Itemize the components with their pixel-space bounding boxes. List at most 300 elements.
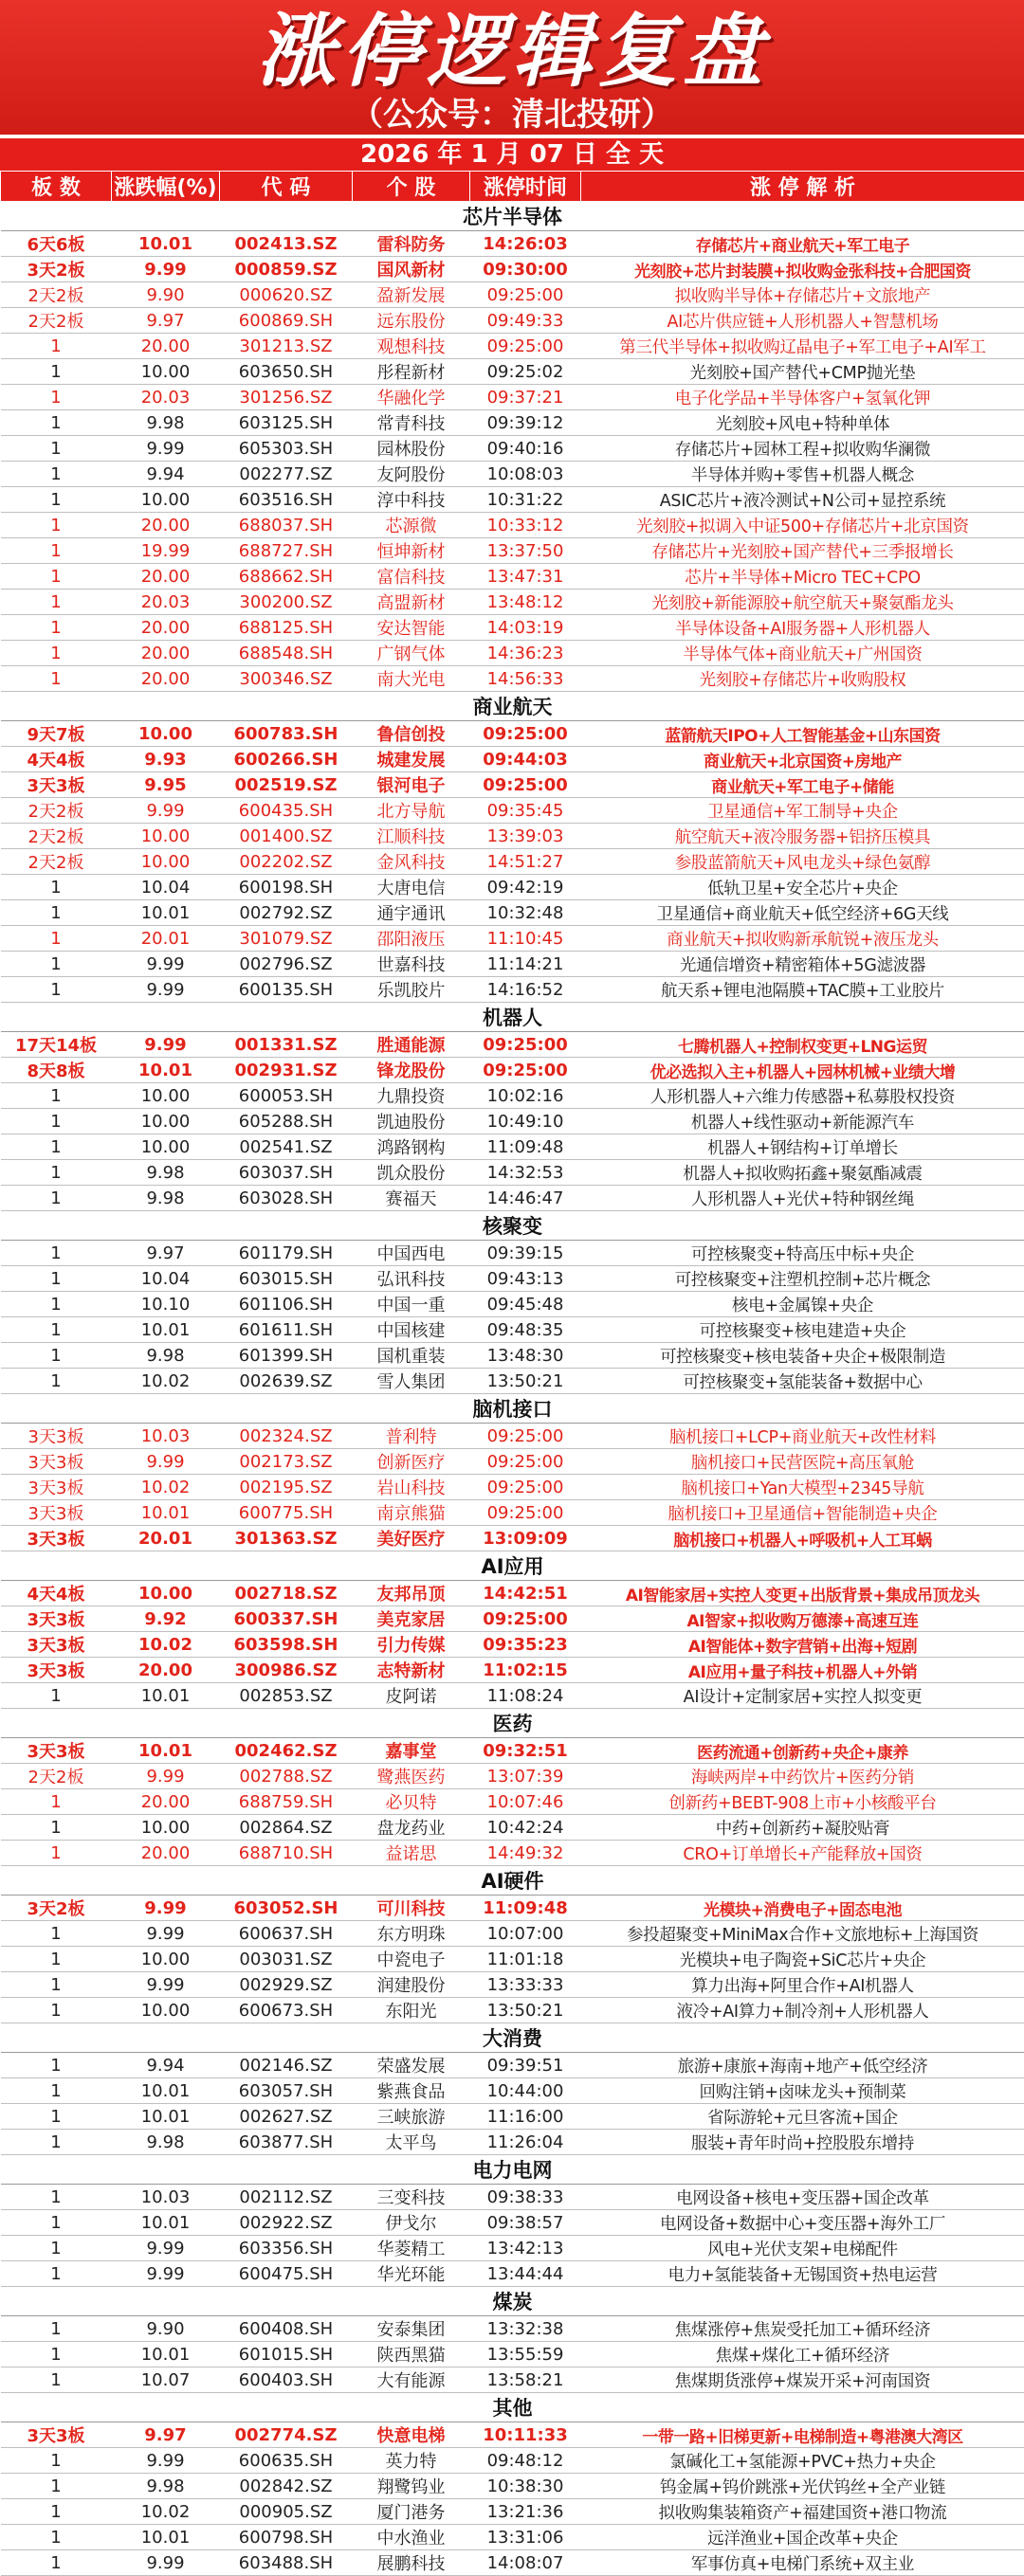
stock-name: 翔鹭钨业 <box>353 2474 470 2499</box>
limit-up-time: 13:07:39 <box>470 1764 581 1789</box>
table-row <box>1 1972 1024 1998</box>
board-count: 1 <box>1 462 112 487</box>
analysis: 旅游+康旅+海南+地产+低空经济 <box>581 2053 1024 2078</box>
stock-code: 002173.SZ <box>220 1449 353 1475</box>
board-count: 3天3板 <box>1 1449 112 1475</box>
stock-code: 002842.SZ <box>220 2474 353 2499</box>
analysis: 风电+光伏支架+电梯配件 <box>581 2236 1024 2261</box>
board-count: 1 <box>1 2104 112 2130</box>
table-row <box>1 2210 1024 2236</box>
board-count: 3天3板 <box>1 1500 112 1526</box>
analysis: 远洋渔业+国企改革+央企 <box>581 2525 1024 2550</box>
stock-code: 600635.SH <box>220 2448 353 2474</box>
stock-code: 603516.SH <box>220 487 353 513</box>
stock-name: 芯源微 <box>353 513 470 538</box>
sector-header <box>1 202 1024 231</box>
analysis: 钨金属+钨价跳涨+光伏钨丝+全产业链 <box>581 2474 1024 2499</box>
sector-header <box>1 692 1024 721</box>
stock-code: 600435.SH <box>220 798 353 824</box>
table-row <box>1 1109 1024 1134</box>
change-pct: 9.99 <box>112 1032 220 1058</box>
stock-code: 002639.SZ <box>220 1369 353 1394</box>
board-count: 1 <box>1 1841 112 1866</box>
stock-name: 北方导航 <box>353 798 470 824</box>
stock-name: 快意电梯 <box>353 2422 470 2448</box>
stock-name: 国风新材 <box>353 257 470 282</box>
limit-up-time: 14:36:23 <box>470 641 581 666</box>
board-count: 1 <box>1 1109 112 1134</box>
board-count: 1 <box>1 900 112 926</box>
analysis: 机器人+拟收购拓鑫+聚氨酯减震 <box>581 1160 1024 1186</box>
stock-name: 赛福天 <box>353 1186 470 1211</box>
board-count: 1 <box>1 926 112 952</box>
stock-code: 601106.SH <box>220 1292 353 1317</box>
stock-code: 001331.SZ <box>220 1032 353 1058</box>
stock-name: 国机重装 <box>353 1343 470 1369</box>
analysis: 液冷+AI算力+制冷剂+人形机器人 <box>581 1998 1024 2023</box>
change-pct: 9.99 <box>112 798 220 824</box>
analysis: 光刻胶+新能源胶+航空航天+聚氨酯龙头 <box>581 590 1024 615</box>
limit-up-time: 14:16:52 <box>470 977 581 1003</box>
board-count: 1 <box>1 2130 112 2155</box>
stock-name: 鲁信创投 <box>353 721 470 747</box>
board-count: 1 <box>1 2342 112 2367</box>
analysis: 卫星通信+军工制导+央企 <box>581 798 1024 824</box>
table-row <box>1 385 1024 410</box>
stock-name: 英力特 <box>353 2448 470 2474</box>
limit-up-time: 09:25:00 <box>470 334 581 359</box>
change-pct: 9.99 <box>112 2261 220 2287</box>
table-row <box>1 824 1024 849</box>
table-row <box>1 1658 1024 1683</box>
col-header-code: 代 码 <box>220 172 353 202</box>
board-count: 1 <box>1 2210 112 2236</box>
table-row <box>1 926 1024 952</box>
table-row <box>1 1683 1024 1709</box>
column-header-row <box>1 172 1024 202</box>
table-row <box>1 1738 1024 1764</box>
stock-name: 观想科技 <box>353 334 470 359</box>
stock-name: 雷科防务 <box>353 231 470 257</box>
stock-code: 002112.SZ <box>220 2185 353 2210</box>
stock-name: 东方明珠 <box>353 1921 470 1947</box>
stock-code: 600869.SH <box>220 308 353 334</box>
table-row <box>1 1896 1024 1921</box>
stock-code: 603037.SH <box>220 1160 353 1186</box>
analysis: 省际游轮+元旦客流+国企 <box>581 2104 1024 2130</box>
limit-up-time: 09:30:00 <box>470 257 581 282</box>
board-count: 2天2板 <box>1 308 112 334</box>
board-count: 2天2板 <box>1 824 112 849</box>
table-row <box>1 1369 1024 1394</box>
stock-code: 002202.SZ <box>220 849 353 875</box>
board-count: 2天2板 <box>1 849 112 875</box>
analysis: AI应用+量子科技+机器人+外销 <box>581 1658 1024 1683</box>
change-pct: 9.92 <box>112 1606 220 1632</box>
board-count: 1 <box>1 385 112 410</box>
analysis: 拟收购半导体+存储芯片+文旅地产 <box>581 282 1024 308</box>
table-row <box>1 462 1024 487</box>
stock-name: 可川科技 <box>353 1896 470 1921</box>
analysis: 创新药+BEBT-908上市+小核酸平台 <box>581 1789 1024 1815</box>
stock-code: 688727.SH <box>220 538 353 564</box>
analysis: 可控核聚变+核电建造+央企 <box>581 1317 1024 1343</box>
change-pct: 9.94 <box>112 462 220 487</box>
analysis: 参股蓝箭航天+风电龙头+绿色氨醇 <box>581 849 1024 875</box>
analysis: 存储芯片+商业航天+军工电子 <box>581 231 1024 257</box>
page-subtitle: （公众号：清北投研） <box>0 99 1024 131</box>
analysis: 低轨卫星+安全芯片+央企 <box>581 875 1024 900</box>
analysis: 人形机器人+光伏+特种钢丝绳 <box>581 1186 1024 1211</box>
limit-up-time: 14:51:27 <box>470 849 581 875</box>
change-pct: 10.01 <box>112 2104 220 2130</box>
table-row <box>1 2550 1024 2576</box>
board-count: 6天6板 <box>1 231 112 257</box>
stock-name: 益诺思 <box>353 1841 470 1866</box>
board-count: 1 <box>1 1789 112 1815</box>
stock-name: 富信科技 <box>353 564 470 590</box>
board-count: 1 <box>1 875 112 900</box>
limit-up-time: 09:25:00 <box>470 1475 581 1500</box>
analysis: AI智能体+数字营销+出海+短剧 <box>581 1632 1024 1658</box>
limit-up-time: 10:32:48 <box>470 900 581 926</box>
table-row <box>1 1449 1024 1475</box>
limit-up-table <box>0 171 1024 2576</box>
stock-name: 鸿路钢构 <box>353 1134 470 1160</box>
sector-name: 商业航天 <box>1 692 1024 721</box>
analysis: 参投超聚变+MiniMax合作+文旅地标+上海国资 <box>581 1921 1024 1947</box>
analysis: 芯片+半导体+Micro TEC+CPO <box>581 564 1024 590</box>
limit-up-time: 13:33:33 <box>470 1972 581 1998</box>
stock-name: 中水渔业 <box>353 2525 470 2550</box>
analysis: 蓝箭航天IPO+人工智能基金+山东国资 <box>581 721 1024 747</box>
board-count: 1 <box>1 1972 112 1998</box>
stock-code: 688710.SH <box>220 1841 353 1866</box>
sector-name: 大消费 <box>1 2023 1024 2053</box>
stock-name: 江顺科技 <box>353 824 470 849</box>
stock-code: 600475.SH <box>220 2261 353 2287</box>
limit-up-time: 11:09:48 <box>470 1896 581 1921</box>
analysis: 商业航天+北京国资+房地产 <box>581 747 1024 772</box>
change-pct: 9.99 <box>112 1449 220 1475</box>
sector-name: AI应用 <box>1 1551 1024 1581</box>
analysis: 军事仿真+电梯门系统+双主业 <box>581 2550 1024 2576</box>
analysis: 一带一路+旧梯更新+电梯制造+粤港澳大湾区 <box>581 2422 1024 2448</box>
stock-name: 荣盛发展 <box>353 2053 470 2078</box>
change-pct: 10.03 <box>112 2185 220 2210</box>
analysis: 半导体并购+零售+机器人概念 <box>581 462 1024 487</box>
limit-up-time: 11:16:00 <box>470 2104 581 2130</box>
analysis: AI芯片供应链+人形机器人+智慧机场 <box>581 308 1024 334</box>
analysis: 可控核聚变+核电装备+央企+极限制造 <box>581 1343 1024 1369</box>
change-pct: 10.00 <box>112 824 220 849</box>
limit-up-time: 13:31:06 <box>470 2525 581 2550</box>
table-row <box>1 1343 1024 1369</box>
stock-code: 600673.SH <box>220 1998 353 2023</box>
analysis: 光通信增资+精密箱体+5G滤波器 <box>581 952 1024 977</box>
board-count: 1 <box>1 2474 112 2499</box>
board-count: 1 <box>1 1683 112 1709</box>
board-count: 3天2板 <box>1 257 112 282</box>
limit-up-time: 09:39:12 <box>470 410 581 436</box>
sector-header <box>1 2023 1024 2053</box>
stock-code: 002929.SZ <box>220 1972 353 1998</box>
board-count: 1 <box>1 1947 112 1972</box>
change-pct: 9.99 <box>112 1896 220 1921</box>
table-row <box>1 1841 1024 1866</box>
stock-code: 002788.SZ <box>220 1764 353 1789</box>
table-row <box>1 2448 1024 2474</box>
table-row <box>1 487 1024 513</box>
board-count: 1 <box>1 410 112 436</box>
analysis: 拟收购集装箱资产+福建国资+港口物流 <box>581 2499 1024 2525</box>
board-count: 1 <box>1 1083 112 1109</box>
limit-up-time: 09:40:16 <box>470 436 581 462</box>
change-pct: 20.01 <box>112 1526 220 1551</box>
limit-up-time: 13:50:21 <box>470 1369 581 1394</box>
analysis: 光刻胶+国产替代+CMP抛光垫 <box>581 359 1024 385</box>
stock-name: 友邦吊顶 <box>353 1581 470 1606</box>
change-pct: 20.01 <box>112 926 220 952</box>
stock-code: 603650.SH <box>220 359 353 385</box>
stock-code: 600403.SH <box>220 2367 353 2393</box>
table-row <box>1 849 1024 875</box>
board-count: 1 <box>1 513 112 538</box>
stock-code: 601179.SH <box>220 1241 353 1266</box>
table-row <box>1 2130 1024 2155</box>
limit-up-time: 11:09:48 <box>470 1134 581 1160</box>
table-row <box>1 747 1024 772</box>
limit-up-time: 10:44:00 <box>470 2078 581 2104</box>
change-pct: 10.00 <box>112 849 220 875</box>
limit-up-time: 09:25:02 <box>470 359 581 385</box>
stock-code: 002541.SZ <box>220 1134 353 1160</box>
board-count: 1 <box>1 590 112 615</box>
analysis: 半导体设备+AI服务器+人形机器人 <box>581 615 1024 641</box>
board-count: 1 <box>1 436 112 462</box>
stock-code: 603057.SH <box>220 2078 353 2104</box>
sector-name: 脑机接口 <box>1 1394 1024 1424</box>
stock-code: 301256.SZ <box>220 385 353 410</box>
change-pct: 10.10 <box>112 1292 220 1317</box>
analysis: 存储芯片+光刻胶+国产替代+三季报增长 <box>581 538 1024 564</box>
sector-header <box>1 1866 1024 1896</box>
analysis: 机器人+钢结构+订单增长 <box>581 1134 1024 1160</box>
analysis: 卫星通信+商业航天+低空经济+6G天线 <box>581 900 1024 926</box>
change-pct: 9.99 <box>112 2550 220 2576</box>
stock-name: 紫燕食品 <box>353 2078 470 2104</box>
stock-code: 003031.SZ <box>220 1947 353 1972</box>
analysis: AI设计+定制家居+实控人拟变更 <box>581 1683 1024 1709</box>
table-row <box>1 1500 1024 1526</box>
change-pct: 10.02 <box>112 1475 220 1500</box>
analysis: 脑机接口+Yan大模型+2345导航 <box>581 1475 1024 1500</box>
board-count: 1 <box>1 1266 112 1292</box>
sector-header <box>1 2155 1024 2185</box>
stock-name: 南大光电 <box>353 666 470 692</box>
stock-code: 600198.SH <box>220 875 353 900</box>
analysis: 可控核聚变+氢能装备+数据中心 <box>581 1369 1024 1394</box>
change-pct: 10.07 <box>112 2367 220 2393</box>
limit-up-time: 14:46:47 <box>470 1186 581 1211</box>
stock-code: 600775.SH <box>220 1500 353 1526</box>
stock-name: 通宇通讯 <box>353 900 470 926</box>
table-row <box>1 1789 1024 1815</box>
analysis: 电子化学品+半导体客户+氢氧化钾 <box>581 385 1024 410</box>
limit-up-time: 14:42:51 <box>470 1581 581 1606</box>
stock-code: 601015.SH <box>220 2342 353 2367</box>
change-pct: 19.99 <box>112 538 220 564</box>
table-row <box>1 1160 1024 1186</box>
stock-code: 600266.SH <box>220 747 353 772</box>
limit-up-time: 10:11:33 <box>470 2422 581 2448</box>
board-count: 1 <box>1 2236 112 2261</box>
table-row <box>1 1083 1024 1109</box>
table-row <box>1 1526 1024 1551</box>
analysis: 焦煤+煤化工+循环经济 <box>581 2342 1024 2367</box>
change-pct: 20.00 <box>112 1841 220 1866</box>
analysis: 商业航天+军工电子+储能 <box>581 772 1024 798</box>
limit-up-time: 14:03:19 <box>470 615 581 641</box>
change-pct: 9.99 <box>112 977 220 1003</box>
change-pct: 9.90 <box>112 2316 220 2342</box>
change-pct: 10.00 <box>112 359 220 385</box>
change-pct: 10.01 <box>112 2342 220 2367</box>
analysis: 机器人+线性驱动+新能源汽车 <box>581 1109 1024 1134</box>
change-pct: 9.99 <box>112 1764 220 1789</box>
board-count: 3天3板 <box>1 1658 112 1683</box>
stock-code: 300986.SZ <box>220 1658 353 1683</box>
change-pct: 20.00 <box>112 564 220 590</box>
stock-name: 乐凯胶片 <box>353 977 470 1003</box>
change-pct: 20.00 <box>112 1658 220 1683</box>
change-pct: 9.93 <box>112 747 220 772</box>
limit-up-time: 09:25:00 <box>470 721 581 747</box>
board-count: 3天3板 <box>1 1632 112 1658</box>
stock-name: 志特新材 <box>353 1658 470 1683</box>
stock-name: 广钢气体 <box>353 641 470 666</box>
limit-up-time: 13:42:13 <box>470 2236 581 2261</box>
stock-name: 三峡旅游 <box>353 2104 470 2130</box>
limit-up-time: 14:32:53 <box>470 1160 581 1186</box>
limit-up-time: 13:48:12 <box>470 590 581 615</box>
limit-up-time: 14:26:03 <box>470 231 581 257</box>
analysis: 回购注销+卤味龙头+预制菜 <box>581 2078 1024 2104</box>
limit-up-time: 09:42:19 <box>470 875 581 900</box>
limit-up-time: 13:48:30 <box>470 1343 581 1369</box>
change-pct: 10.01 <box>112 1317 220 1343</box>
board-count: 1 <box>1 2525 112 2550</box>
stock-name: 中瓷电子 <box>353 1947 470 1972</box>
change-pct: 10.01 <box>112 1500 220 1526</box>
stock-code: 002796.SZ <box>220 952 353 977</box>
change-pct: 9.97 <box>112 308 220 334</box>
stock-code: 605288.SH <box>220 1109 353 1134</box>
limit-up-time: 09:25:00 <box>470 1058 581 1083</box>
change-pct: 10.01 <box>112 1683 220 1709</box>
stock-name: 展鹏科技 <box>353 2550 470 2576</box>
limit-up-time: 09:35:23 <box>470 1632 581 1658</box>
stock-code: 601611.SH <box>220 1317 353 1343</box>
stock-code: 301363.SZ <box>220 1526 353 1551</box>
table-row <box>1 231 1024 257</box>
table-row <box>1 2078 1024 2104</box>
analysis: 半导体气体+商业航天+广州国资 <box>581 641 1024 666</box>
analysis: 脑机接口+LCP+商业航天+改性材料 <box>581 1424 1024 1449</box>
table-row <box>1 2104 1024 2130</box>
table-row <box>1 538 1024 564</box>
sector-header <box>1 2287 1024 2316</box>
col-header-time: 涨停时间 <box>470 172 581 202</box>
stock-name: 九鼎投资 <box>353 1083 470 1109</box>
sector-name: 其他 <box>1 2393 1024 2422</box>
analysis: 电网设备+数据中心+变压器+海外工厂 <box>581 2210 1024 2236</box>
table-row <box>1 900 1024 926</box>
limit-up-time: 10:49:10 <box>470 1109 581 1134</box>
stock-code: 600637.SH <box>220 1921 353 1947</box>
limit-up-time: 13:50:21 <box>470 1998 581 2023</box>
stock-code: 002853.SZ <box>220 1683 353 1709</box>
table-row <box>1 1606 1024 1632</box>
stock-code: 603125.SH <box>220 410 353 436</box>
stock-code: 002462.SZ <box>220 1738 353 1764</box>
stock-name: 常青科技 <box>353 410 470 436</box>
table-row <box>1 1815 1024 1841</box>
table-row <box>1 2053 1024 2078</box>
change-pct: 10.02 <box>112 2499 220 2525</box>
limit-up-time: 11:26:04 <box>470 2130 581 2155</box>
limit-up-time: 10:07:00 <box>470 1921 581 1947</box>
board-count: 1 <box>1 1998 112 2023</box>
stock-name: 中国一重 <box>353 1292 470 1317</box>
change-pct: 10.00 <box>112 1815 220 1841</box>
stock-code: 002195.SZ <box>220 1475 353 1500</box>
stock-name: 美好医疗 <box>353 1526 470 1551</box>
change-pct: 9.98 <box>112 410 220 436</box>
stock-name: 大唐电信 <box>353 875 470 900</box>
change-pct: 9.98 <box>112 1160 220 1186</box>
board-count: 1 <box>1 1317 112 1343</box>
stock-code: 002519.SZ <box>220 772 353 798</box>
limit-up-time: 11:08:24 <box>470 1683 581 1709</box>
stock-name: 伊戈尔 <box>353 2210 470 2236</box>
change-pct: 20.03 <box>112 590 220 615</box>
analysis: 电力+氢能装备+无锡国资+热电运营 <box>581 2261 1024 2287</box>
table-row <box>1 513 1024 538</box>
analysis: 脑机接口+民营医院+高压氧舱 <box>581 1449 1024 1475</box>
analysis: 优必选拟入主+机器人+园林机械+业绩大增 <box>581 1058 1024 1083</box>
table-row <box>1 1292 1024 1317</box>
sector-header <box>1 1211 1024 1241</box>
limit-up-time: 09:49:33 <box>470 308 581 334</box>
limit-up-time: 09:32:51 <box>470 1738 581 1764</box>
table-row <box>1 1032 1024 1058</box>
limit-up-time: 09:37:21 <box>470 385 581 410</box>
stock-name: 引力传媒 <box>353 1632 470 1658</box>
analysis: 光模块+消费电子+固态电池 <box>581 1896 1024 1921</box>
change-pct: 20.00 <box>112 615 220 641</box>
board-count: 1 <box>1 2550 112 2576</box>
analysis: 可控核聚变+特高压中标+央企 <box>581 1241 1024 1266</box>
limit-up-time: 09:38:57 <box>470 2210 581 2236</box>
stock-name: 皮阿诺 <box>353 1683 470 1709</box>
table-row <box>1 772 1024 798</box>
board-count: 1 <box>1 538 112 564</box>
analysis: 航天系+锂电池隔膜+TAC膜+工业胶片 <box>581 977 1024 1003</box>
board-count: 1 <box>1 1369 112 1394</box>
table-row <box>1 1058 1024 1083</box>
change-pct: 20.03 <box>112 385 220 410</box>
